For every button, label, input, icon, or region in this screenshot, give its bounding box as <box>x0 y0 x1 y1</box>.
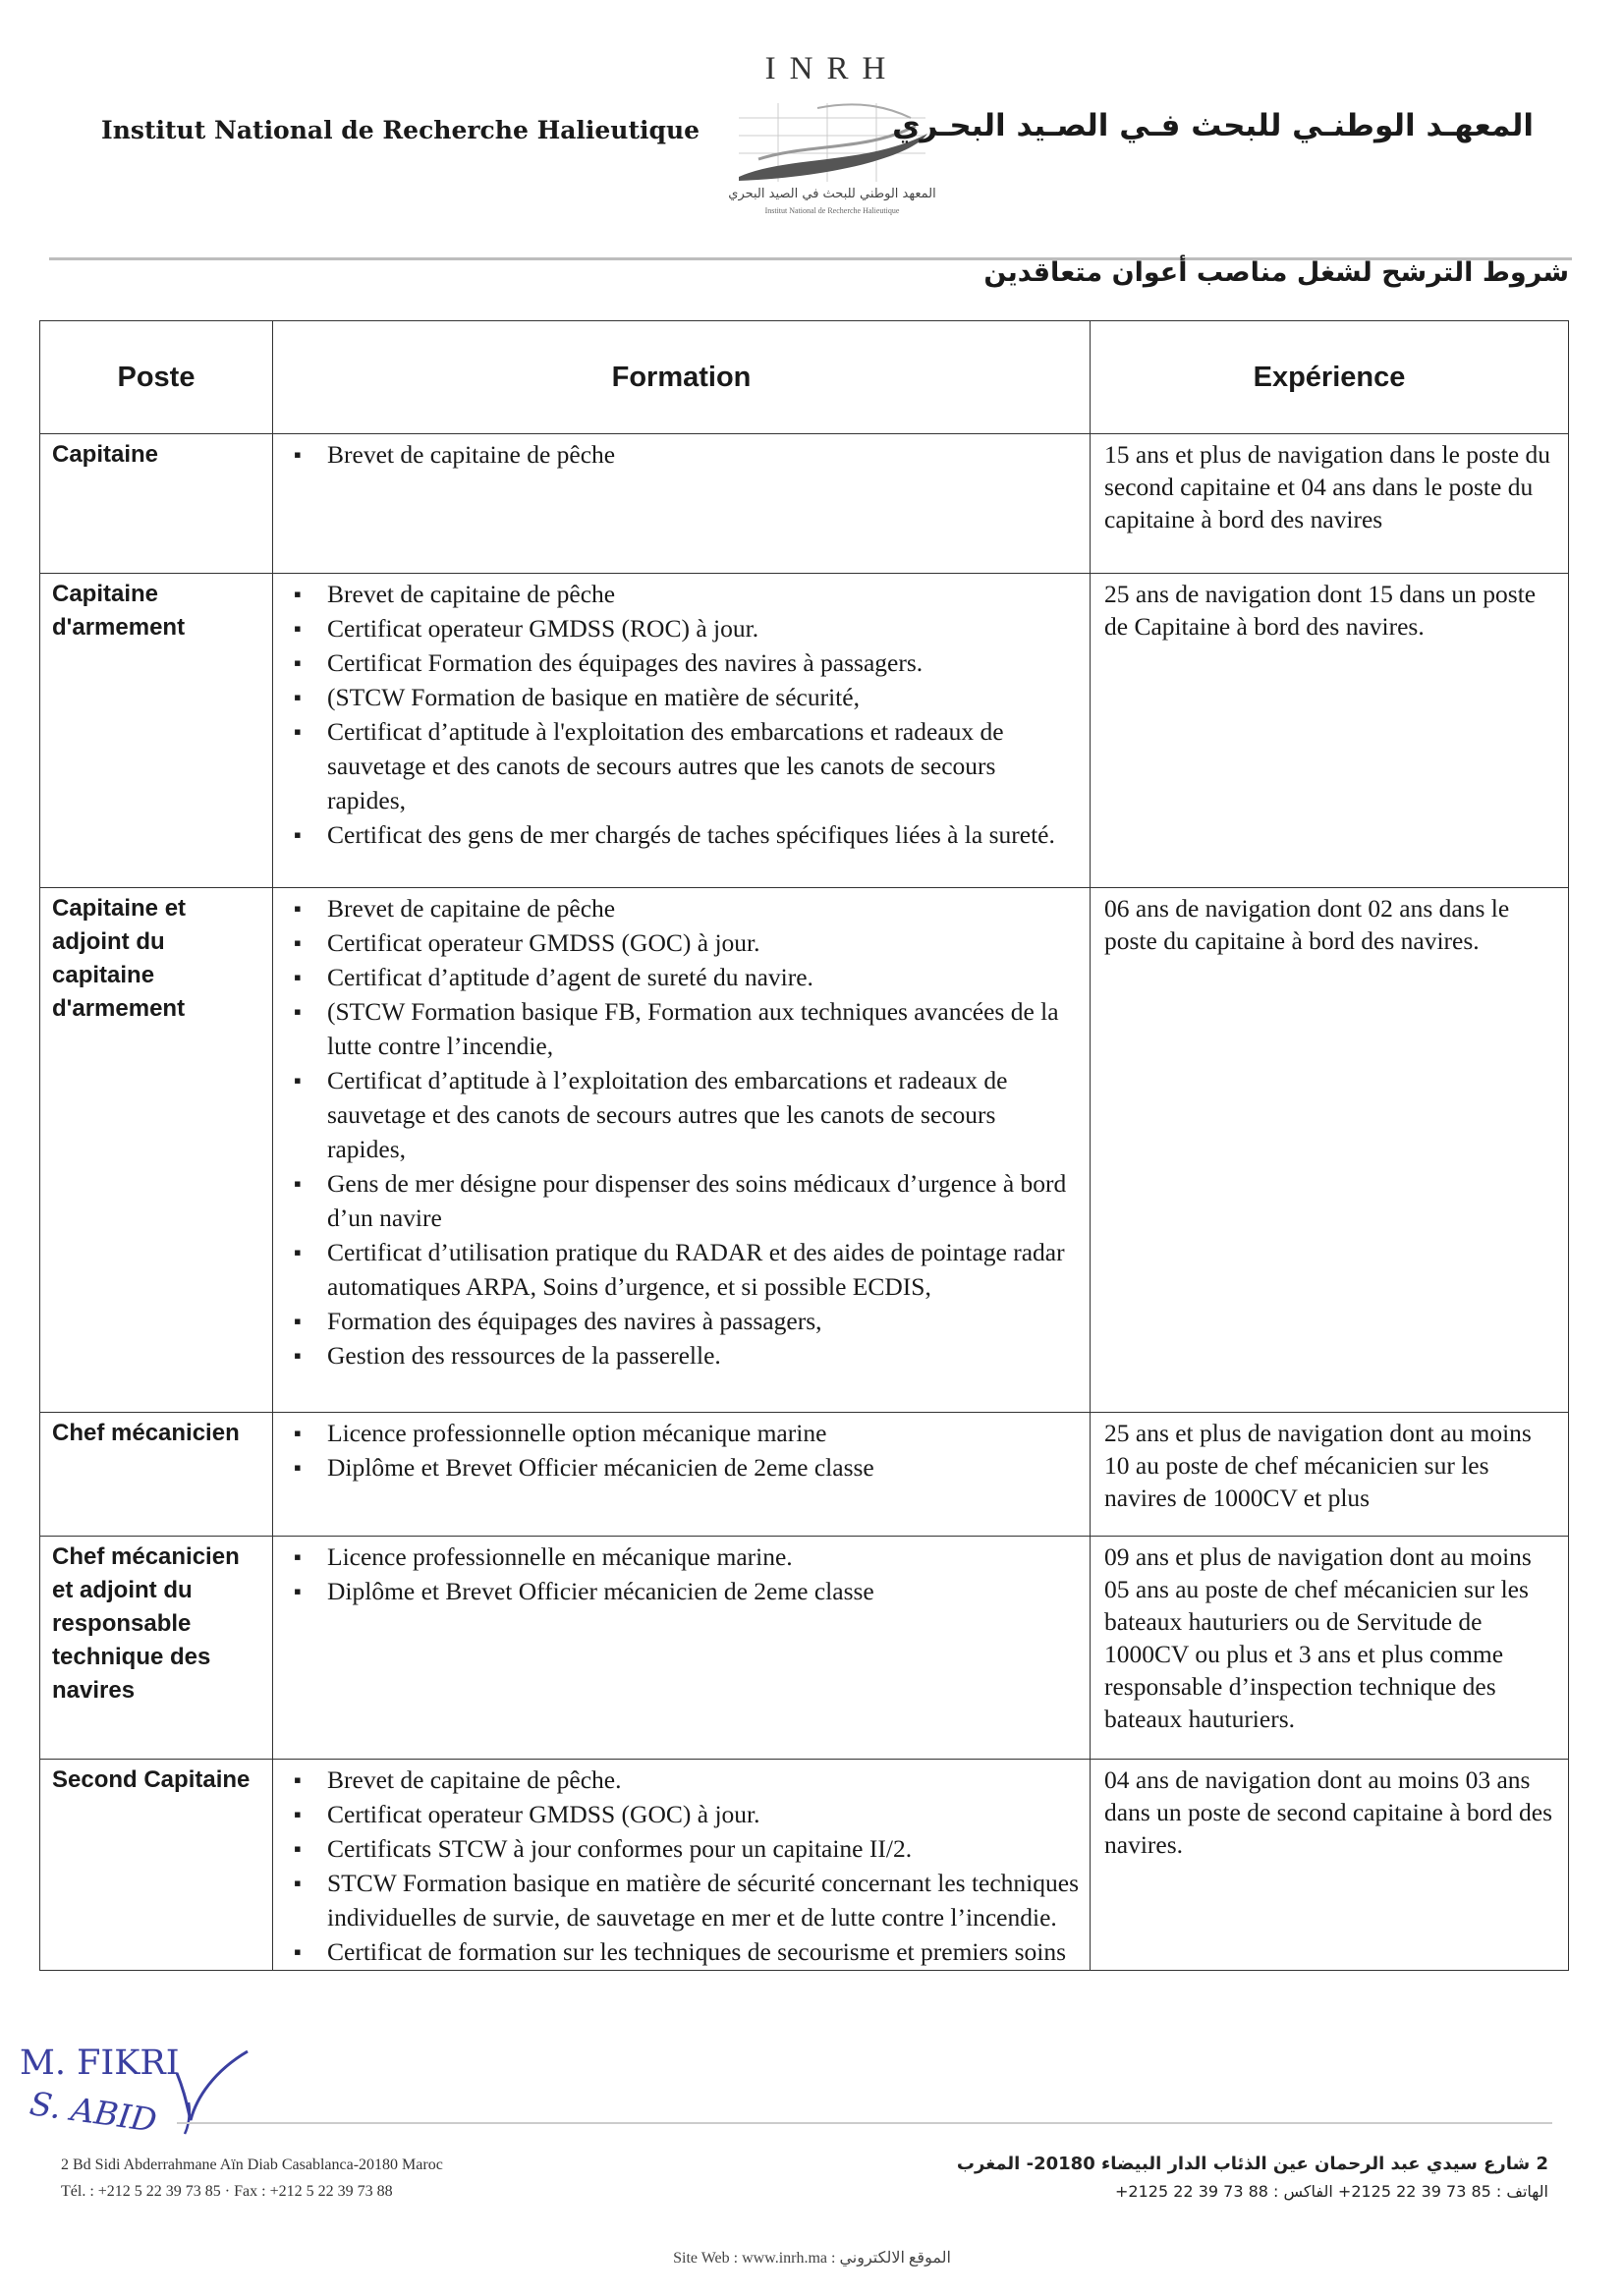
experience-cell: 09 ans et plus de navigation dont au moins 05 ans au poste de chef mécanicien sur les bateaux hauturiers ou de Servitude de 1000CV ou plus et 3 ans et plus comme responsable d’inspection technique des bateaux hauturiers. <box>1091 1537 1569 1760</box>
experience-cell: 04 ans de navigation dont au moins 03 ans dans un poste de second capitaine à bord des navires. <box>1091 1760 1569 1971</box>
formation-item: ▪ Certificat des gens de mer chargés de taches spécifiques liées à la sureté. <box>327 817 1079 852</box>
footer-address-ar: 2 شارع سيدي عبد الرحمان عين الذئاب الدار البيضاء 20180- المغرب <box>956 2154 1548 2174</box>
footer-divider <box>177 2122 1552 2124</box>
formation-item: ▪ Certificats STCW à jour conformes pour un capitaine II/2. <box>327 1831 1079 1866</box>
formation-item: ▪ STCW Formation basique en matière de sécurité concernant les techniques individuelles de survie, de sauvetage en mer et de lutte contre l’incendie. <box>327 1866 1079 1934</box>
table-header-row <box>40 321 1569 434</box>
footer-website: Site Web : www.inrh.ma : الموقع الالكتروني <box>673 2250 951 2267</box>
poste-cell: Second Capitaine <box>40 1760 273 1971</box>
formation-cell <box>273 434 1091 574</box>
experience-cell: 25 ans et plus de navigation dont au moins 10 au poste de chef mécanicien sur les navires de 1000CV et plus <box>1091 1413 1569 1537</box>
formation-item: ▪ Certificat operateur GMDSS (ROC) à jour. <box>327 611 1079 645</box>
header-formation: Formation <box>273 321 1091 434</box>
formation-item: ▪ Gestion des ressources de la passerelle. <box>327 1338 1079 1372</box>
signature-name-2: S. ABID <box>27 2084 160 2140</box>
formation-item: ▪ Licence professionnelle option mécanique marine <box>327 1416 1079 1450</box>
formation-item: ▪ (STCW Formation basique FB, Formation aux techniques avancées de la lutte contre l’incendie, <box>327 994 1079 1063</box>
formation-item: ▪ Certificat de formation sur les techniques de secourisme et premiers soins <box>327 1934 1079 1969</box>
table-row <box>40 1413 1569 1537</box>
requirements-table <box>39 320 1569 1971</box>
poste-cell: Capitaine d'armement <box>40 574 273 888</box>
formation-cell <box>273 888 1091 1413</box>
poste-cell: Capitaine et adjoint du capitaine d'armement <box>40 888 273 1413</box>
experience-cell: 06 ans de navigation dont 02 ans dans le poste du capitaine à bord des navires. <box>1091 888 1569 1413</box>
formation-list <box>274 889 1089 1372</box>
document-title: شروط الترشح لشغل مناصب أعوان متعاقدين <box>983 257 1569 288</box>
table-row <box>40 574 1569 888</box>
formation-item: ▪ Brevet de capitaine de pêche. <box>327 1763 1079 1797</box>
table-row <box>40 434 1569 574</box>
header-experience: Expérience <box>1091 321 1569 434</box>
formation-item: ▪ Brevet de capitaine de pêche <box>327 437 1079 472</box>
experience-cell: 25 ans de navigation dont 15 dans un poste de Capitaine à bord des navires. <box>1091 574 1569 888</box>
formation-list <box>274 435 1089 472</box>
poste-cell: Capitaine <box>40 434 273 574</box>
formation-item: ▪ Certificat operateur GMDSS (GOC) à jour. <box>327 925 1079 960</box>
header-poste: Poste <box>40 321 273 434</box>
formation-item: ▪ Brevet de capitaine de pêche <box>327 577 1079 611</box>
experience-cell: 15 ans et plus de navigation dans le poste du second capitaine et 04 ans dans le poste du capitaine à bord des navires <box>1091 434 1569 574</box>
table-row <box>40 1760 1569 1971</box>
formation-item: ▪ (STCW Formation de basique en matière de sécurité, <box>327 680 1079 714</box>
formation-item: ▪ Certificat Formation des équipages des navires à passagers. <box>327 645 1079 680</box>
formation-item: ▪ Diplôme et Brevet Officier mécanicien de 2eme classe <box>327 1574 1079 1608</box>
formation-cell <box>273 1413 1091 1537</box>
formation-item: ▪ Licence professionnelle en mécanique marine. <box>327 1540 1079 1574</box>
formation-item: ▪ Certificat operateur GMDSS (GOC) à jour. <box>327 1797 1079 1831</box>
footer-phone-ar: الهاتف : 85 73 39 22 2125+ الفاكس : 88 73 39 22 2125+ <box>1115 2182 1548 2201</box>
institute-name-fr: Institut National de Recherche Halieutique <box>101 116 700 144</box>
formation-cell <box>273 1760 1091 1971</box>
institute-name-ar: المعهـد الوطنـي للبحث فـي الصـيد البحـري <box>892 108 1534 143</box>
formation-item: ▪ Certificat d’aptitude à l'exploitation des embarcations et radeaux de sauvetage et des canots de secours autres que les canots de secours rapides, <box>327 714 1079 817</box>
formation-item: ▪ Brevet de capitaine de pêche <box>327 891 1079 925</box>
formation-list <box>274 1538 1089 1608</box>
formation-item: ▪ Formation des équipages des navires à passagers, <box>327 1304 1079 1338</box>
logo-title: INRH <box>764 51 900 86</box>
formation-item: ▪ Certificat d’aptitude d’agent de sureté du navire. <box>327 960 1079 994</box>
formation-item: ▪ Diplôme et Brevet Officier mécanicien de 2eme classe <box>327 1450 1079 1484</box>
formation-list <box>274 1414 1089 1484</box>
footer-phone-fr: Tél. : +212 5 22 39 73 85 · Fax : +212 5 22 39 73 88 <box>61 2183 393 2200</box>
logo-subtitle-ar: المعهد الوطني للبحث في الصيد البحري <box>728 187 936 201</box>
poste-cell: Chef mécanicien <box>40 1413 273 1537</box>
formation-item: ▪ Gens de mer désigne pour dispenser des soins médicaux d’urgence à bord d’un navire <box>327 1166 1079 1235</box>
formation-cell <box>273 1537 1091 1760</box>
formation-item: ▪ Certificat d’aptitude à l’exploitation des embarcations et radeaux de sauvetage et des canots de secours autres que les canots de secours rapides, <box>327 1063 1079 1166</box>
table-row <box>40 888 1569 1413</box>
poste-cell: Chef mécanicien et adjoint du responsable technique des navires <box>40 1537 273 1760</box>
formation-cell <box>273 574 1091 888</box>
formation-item: ▪ Certificat d’utilisation pratique du RADAR et des aides de pointage radar automatiques ARPA, Soins d’urgence, et si possible ECDIS, <box>327 1235 1079 1304</box>
footer-address-fr: 2 Bd Sidi Abderrahmane Aïn Diab Casablanca-20180 Maroc <box>61 2156 443 2173</box>
formation-list <box>274 575 1089 852</box>
formation-list <box>274 1761 1089 1969</box>
logo-subtitle-fr: Institut National de Recherche Halieutique <box>764 206 900 215</box>
signature-name-1: M. FIKRI <box>20 2044 180 2083</box>
table-row <box>40 1537 1569 1760</box>
